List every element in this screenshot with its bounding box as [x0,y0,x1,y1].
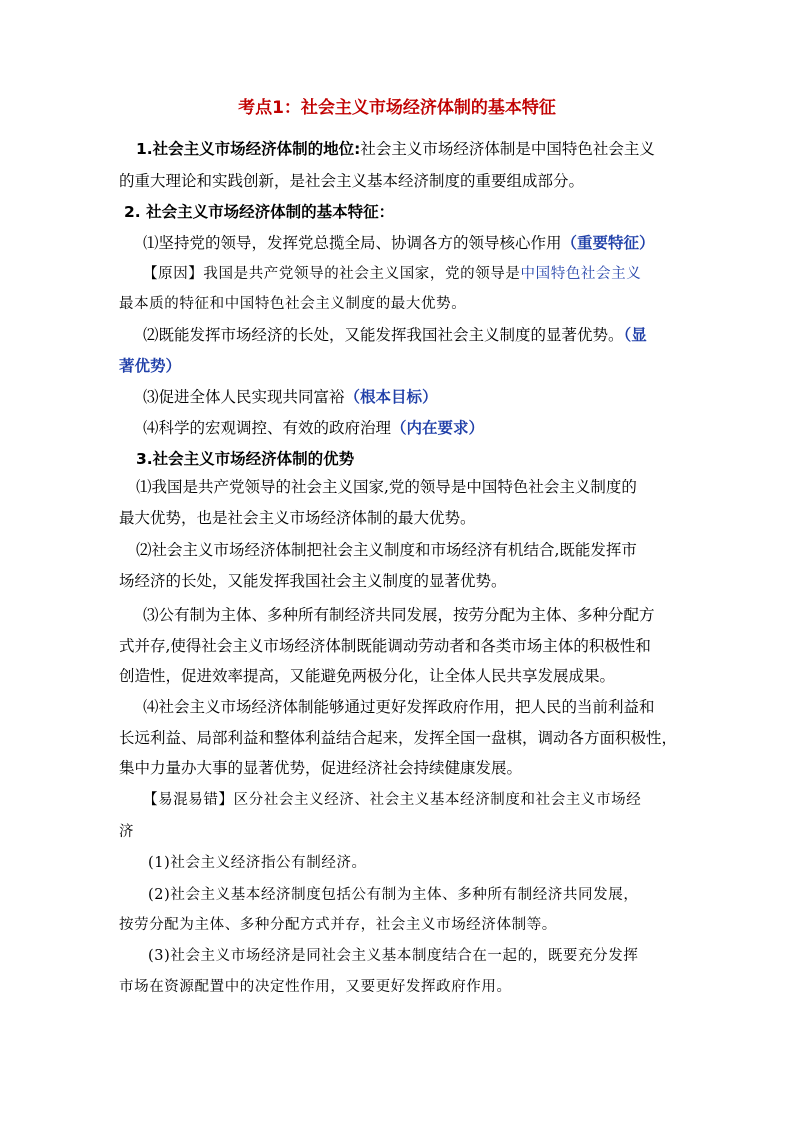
section4-line1: 【易混易错】区分社会主义经济、社会主义基本经济制度和社会主义市场经 [143,792,642,808]
section3-p2-line2: 场经济的长处，又能发挥我国社会主义制度的显著优势。 [119,572,507,590]
section2-item2-tag-a: （显 [623,326,647,344]
section3-p4-line1: ⑷社会主义市场经济体制能够通过更好发挥政府作用，把人民的当前利益和 [143,698,655,716]
section3-heading: 3.社会主义市场经济体制的优势 [136,450,355,468]
section2-item1-tag: （重要特征） [561,234,655,252]
section2-item2-text: ⑵既能发挥市场经济的长处，又能发挥我国社会主义制度的显著优势。 [143,326,624,344]
section2-reason-line2: 最本质的特征和中国特色社会主义制度的最大优势。 [119,296,467,312]
section1-line1 [136,139,655,159]
section3-p1-line2: 最大优势，也是社会主义市场经济体制的最大优势。 [119,509,476,527]
section1-text-a: 社会主义市场经济体制是中国特色社会主义 [360,140,655,158]
section2-item3-tag: （根本目标） [344,388,438,406]
section2-item3 [143,387,438,407]
section2-heading: 2. 社会主义市场经济体制的基本特征： [124,203,395,221]
reason-label: 【原因】 [143,266,204,282]
section1-text-b: 的重大理论和实践创新，是社会主义基本经济制度的重要组成部分。 [119,172,585,190]
page-title: 考点1：社会主义市场经济体制的基本特征 [238,98,556,118]
section2-item2-tag-b: 著优势） [119,357,182,375]
section4-line2: 济 [119,824,135,840]
section2-item2 [143,325,647,345]
section3-p3-line1: ⑶公有制为主体、多种所有制经济共同发展，按劳分配为主体、多种分配方 [143,606,655,624]
section2-item1-text: ⑴坚持党的领导，发挥党总揽全局、协调各方的领导核心作用 [143,234,562,252]
section1-heading: 1.社会主义市场经济体制的地位: [136,140,361,158]
section4-line5: 按劳分配为主体、多种分配方式并存，社会主义市场经济体制等。 [119,917,557,933]
section3-p3-line2: 式并存,使得社会主义市场经济体制既能调动劳动者和各类市场主体的积极性和 [119,637,651,655]
section2-item1 [143,233,655,253]
section4-line7: 市场在资源配置中的决定性作用，又要更好发挥政府作用。 [119,979,512,995]
section4-line3: (1)社会主义经济指公有制经济。 [148,855,367,871]
reason-text-b: 中国特色社会主义 [520,266,642,282]
section3-p3-line3: 创造性，促进效率提高，又能避免两极分化，让全体人民共享发展成果。 [119,667,616,685]
section4-line6: (3)社会主义市场经济是同社会主义基本制度结合在一起的，既要充分发挥 [148,948,639,964]
section4-line4: (2)社会主义基本经济制度包括公有制为主体、多种所有制经济共同发展， [148,887,639,903]
section3-p2-line1: ⑵社会主义市场经济体制把社会主义制度和市场经济有机结合,既能发挥市 [136,541,637,559]
section2-item3-text: ⑶促进全体人民实现共同富裕 [143,388,345,406]
section2-item4 [143,418,484,438]
section3-p4-line2: 长远利益、局部利益和整体利益结合起来，发挥全国一盘棋，调动各方面积极性， [119,729,678,747]
section2-item4-tag: （内在要求） [391,419,485,437]
section3-p1-line1: ⑴我国是共产党领导的社会主义国家,党的领导是中国特色社会主义制度的 [136,478,637,496]
section3-p4-line3: 集中力量办大事的显著优势，促进经济社会持续健康发展。 [119,759,523,777]
section2-reason-line1 [143,264,641,284]
reason-text-a: 我国是共产党领导的社会主义国家，党的领导是 [203,266,521,282]
section2-item4-text: ⑷科学的宏观调控、有效的政府治理 [143,419,392,437]
